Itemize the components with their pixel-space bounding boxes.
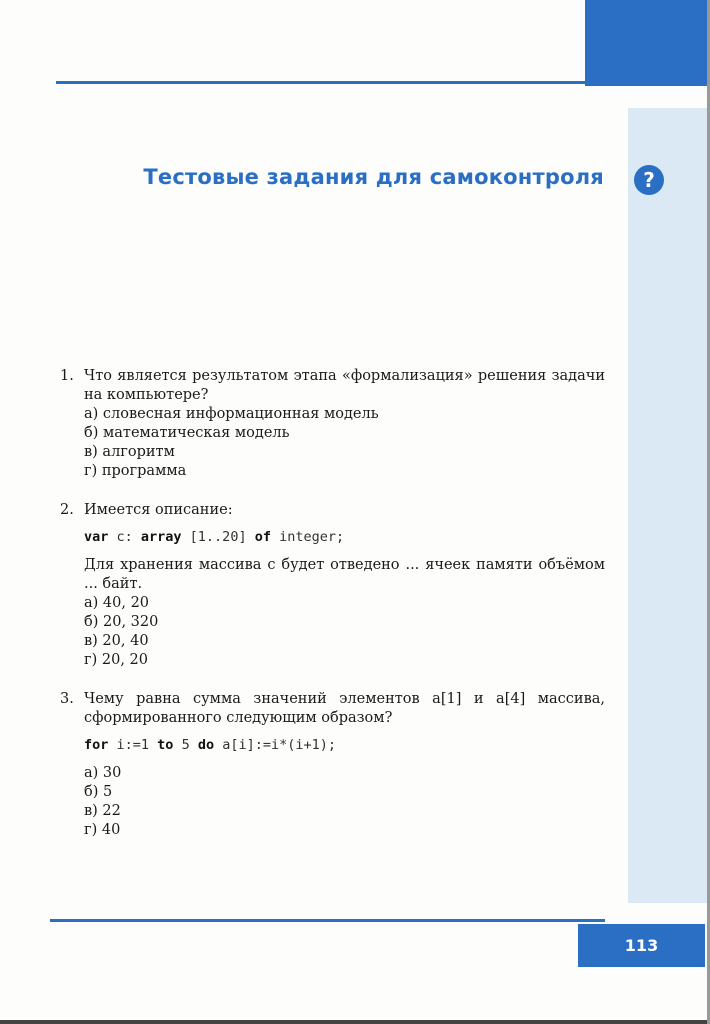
- question-mark-icon: ?: [634, 165, 664, 195]
- question-text: Что является результатом этапа «формализация» решения задачи на компьютере?: [84, 368, 605, 403]
- page-number: 113: [578, 924, 705, 967]
- code-snippet: [84, 528, 605, 547]
- code-text: integer;: [270, 529, 345, 545]
- code-text: a[i]:=i*(i+1);: [214, 737, 337, 753]
- question-number: 1.: [60, 368, 74, 384]
- top-rule: [56, 81, 585, 84]
- answer-option: г) 20, 20: [84, 652, 148, 668]
- answer-option: б) 5: [84, 784, 113, 800]
- page-title: Тестовые задания для самоконтроля: [143, 165, 604, 189]
- question-1: [60, 367, 605, 481]
- answer-option: б) 20, 320: [84, 614, 159, 630]
- answer-option: в) 22: [84, 803, 121, 819]
- question-number: 2.: [60, 502, 74, 518]
- bottom-rule: [50, 919, 605, 922]
- code-keyword: var: [84, 529, 109, 545]
- code-keyword: array: [140, 529, 182, 545]
- code-keyword: do: [197, 737, 215, 753]
- code-text: i:=1: [108, 737, 158, 753]
- answer-option: в) 20, 40: [84, 633, 149, 649]
- question-number: 3.: [60, 691, 74, 707]
- answer-option: а) словесная информационная модель: [84, 406, 379, 422]
- top-accent-block: [585, 0, 710, 86]
- code-text: [1..20]: [181, 529, 255, 545]
- code-text: c:: [108, 529, 141, 545]
- answer-option: г) программа: [84, 463, 187, 479]
- question-text-continued: Для хранения массива c будет отведено ... ячеек памяти объёмом ... байт.: [84, 557, 605, 592]
- question-3: [60, 690, 605, 840]
- answer-option: г) 40: [84, 822, 121, 838]
- code-keyword: to: [157, 737, 174, 753]
- code-snippet: [84, 736, 605, 755]
- question-2: [60, 501, 605, 670]
- answer-option: а) 30: [84, 765, 122, 781]
- question-text: Имеется описание:: [84, 502, 233, 518]
- answer-option: а) 40, 20: [84, 595, 150, 611]
- answer-option: б) математическая модель: [84, 425, 290, 441]
- code-text: 5: [173, 737, 198, 753]
- code-keyword: of: [254, 529, 271, 545]
- code-keyword: for: [84, 737, 109, 753]
- side-strip: [628, 108, 710, 903]
- question-text: Чему равна сумма значений элементов a[1] и a[4] массива, сформированного следующим образом?: [84, 691, 605, 726]
- page-edge-bottom: [0, 1020, 710, 1024]
- questions-list: [60, 367, 605, 860]
- answer-option: в) алгоритм: [84, 444, 175, 460]
